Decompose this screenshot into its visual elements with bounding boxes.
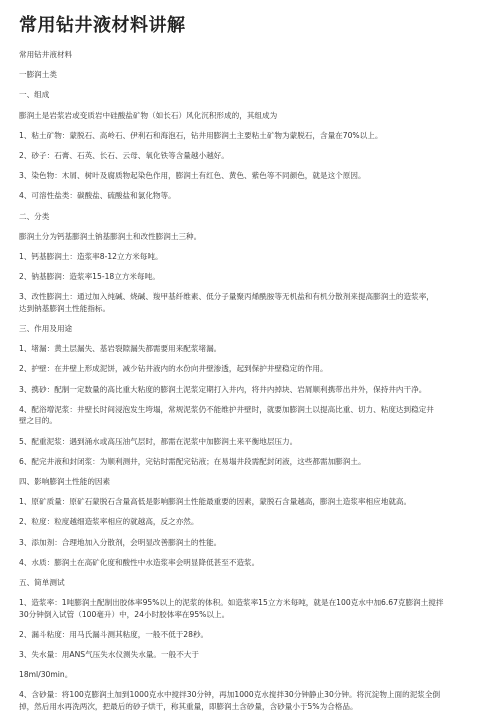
- paragraph-line: 4、可溶性盐类：碳酸盐、硫酸盐和氯化物等。: [19, 191, 176, 201]
- paragraph-line: 四、影响膨润土性能的因素: [19, 476, 111, 486]
- paragraph-gap: [19, 375, 489, 384]
- paragraph-gap: [19, 447, 489, 456]
- paragraph-gap: [19, 141, 489, 150]
- document-body: [19, 49, 489, 713]
- paragraph-gap: [19, 262, 489, 271]
- paragraph-gap: [19, 488, 489, 497]
- paragraph-gap: [19, 81, 489, 90]
- paragraph-line: 2、钠基膨润：造浆率15-18立方米每吨。: [19, 272, 160, 282]
- paragraph-gap: [19, 640, 489, 649]
- paragraph-gap: [19, 222, 489, 231]
- paragraph-line: 1、堵漏：黄土层漏失、基岩裂隙漏失都需要用来配浆堵漏。: [19, 344, 222, 354]
- paragraph-gap: [19, 335, 489, 344]
- paragraph-line: 三、作用及用途: [19, 324, 73, 334]
- paragraph-line: 6、配完井液和封闭浆：为顺利测井，完钻时需配完钻液；在易塌井段需配封闭液，这些都需加膨润土。: [19, 456, 366, 466]
- paragraph-gap: [19, 121, 489, 130]
- paragraph-gap: [19, 355, 489, 364]
- paragraph-gap: [19, 548, 489, 557]
- paragraph-line: 5、配重泥浆：遇到涌水或高压油气层时，都需在泥浆中加膨润土来平衡地层压力。: [19, 436, 298, 446]
- paragraph-line: 二、分类: [19, 211, 50, 221]
- paragraph-line: 4、水质：膨润土在高矿化度和酸性中水造浆率会明显降低甚至不造浆。: [19, 557, 260, 567]
- paragraph-gap: [19, 314, 489, 323]
- paragraph-gap: [19, 588, 489, 597]
- paragraph-line: 3、染色物：木屑、树叶及腐质物起染色作用，膨润土有红色、黄色、紫色等不同颜色，就是这个原因。: [19, 171, 366, 181]
- paragraph-line: 3、携砂：配制一定数量的高比重大粘度的膨润土泥浆定期打入井内，将井内掉块、岩屑顺利携带出井外，保持井内干净。: [19, 384, 427, 394]
- paragraph-gap: [19, 101, 489, 110]
- paragraph-line: 4、配浴增泥浆：井壁长时间浸泡发生垮塌，常规泥浆仍不能维护井壁时，就要加膨润土以提高比重、切力、粘度达到稳定井: [19, 404, 434, 414]
- paragraph-line: 膨润土分为钙基膨润土钠基膨润土和改性膨润土三种。: [19, 231, 202, 241]
- paragraph-gap: [19, 681, 489, 690]
- paragraph-gap: [19, 661, 489, 670]
- paragraph-line: 2、漏斗粘度：用马氏漏斗测其粘度，一般不低于28秒。: [19, 629, 209, 639]
- paragraph-line: 18ml/30min。: [19, 670, 73, 680]
- paragraph-line: 1、粘土矿物：蒙脱石、高岭石、伊利石和海泡石，钻井用膨润土主要粘土矿物为蒙脱石，含量在70%以上。: [19, 130, 383, 140]
- paragraph-gap: [19, 467, 489, 476]
- paragraph-line: 3、失水量：用ANS气压失水仪测失水量。一般不大于: [19, 650, 199, 660]
- paragraph-line: 30分钟倒入试管（100毫升）中，24小时胶体率在95%以上。: [19, 609, 230, 619]
- paragraph-line: 常用钻井液材料: [19, 50, 73, 59]
- paragraph-gap: [19, 427, 489, 436]
- paragraph-line: 一膨润土类: [19, 70, 57, 80]
- paragraph-line: 1、造浆率：1吨膨润土配制出胶体率95%以上的泥浆的体积。如造浆率15立方米每吨，就是在100克水中加6.67克膨润土搅拌: [19, 598, 444, 608]
- document: [19, 14, 489, 713]
- paragraph-line: 2、砂子：石膏、石英、长石、云母、氧化铁等含量越小越好。: [19, 150, 229, 160]
- paragraph-line: 一、组成: [19, 90, 50, 100]
- paragraph-gap: [19, 568, 489, 577]
- paragraph-line: 膨润土是岩浆岩或变质岩中硅酸盐矿物（如长石）风化沉积形成的，其组成为: [19, 110, 278, 120]
- paragraph-line: 3、添加剂：合理地加入分散剂，会明显改善膨润土的性能。: [19, 537, 222, 547]
- paragraph-gap: [19, 61, 489, 70]
- paragraph-line: 五、简单测试: [19, 577, 65, 587]
- paragraph-line: 达到钠基膨润土性能指标。: [19, 303, 111, 313]
- paragraph-gap: [19, 283, 489, 292]
- paragraph-gap: [19, 162, 489, 171]
- paragraph-line: 2、护壁：在井壁上形成泥饼，减少钻井液内的水份向井壁渗透，起到保护井壁稳定的作用。: [19, 364, 328, 374]
- paragraph-gap: [19, 242, 489, 251]
- paragraph-line: 1、钙基膨润土：造浆率8-12立方米每吨。: [19, 251, 163, 261]
- paragraph-line: 3、改性膨润土：通过加入纯碱、烧碱、羧甲基纤维素、低分子量聚丙烯酰胺等无机盐和有机分散剂来提高膨润土的造浆率，: [19, 292, 434, 302]
- paragraph-line: 4、含砂量：将100克膨润土加到1000克水中搅拌30分钟，再加1000克水搅拌30分钟静止30分钟。将沉淀物上面的泥浆全倒: [19, 690, 441, 700]
- paragraph-gap: [19, 508, 489, 517]
- paragraph-line: 1、原矿质量：原矿石蒙脱石含量高低是影响膨润土性能最重要的因素，蒙脱石含量越高，膨润土造浆率相应地就高。: [19, 497, 412, 507]
- paragraph-gap: [19, 202, 489, 211]
- document-title: 常用钻井液材料讲解: [19, 15, 186, 36]
- paragraph-line: 壁之目的。: [19, 416, 57, 426]
- paragraph-line: 2、粒度：粒度越细造浆率相应的就越高，反之亦然。: [19, 517, 199, 527]
- paragraph-gap: [19, 395, 489, 404]
- paragraph-gap: [19, 620, 489, 629]
- paragraph-gap: [19, 182, 489, 191]
- paragraph-line: 掉，然后用水再洗两次，把最后的砂子烘干，称其重量，即膨润土含砂量，含砂量小于5%为合格品。: [19, 702, 358, 711]
- paragraph-gap: [19, 528, 489, 537]
